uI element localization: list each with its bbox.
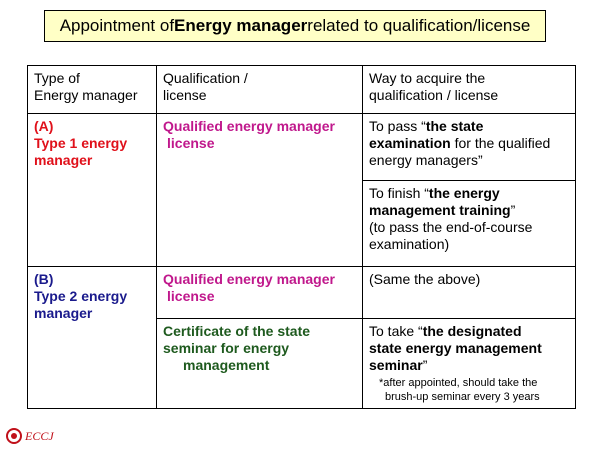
title-bold: Energy manager xyxy=(174,16,308,35)
type1-qualification: Qualified energy manager license xyxy=(157,114,363,267)
type2-qualification-certificate: Certificate of the state seminar for energy management xyxy=(157,319,363,409)
type2-way-same: (Same the above) xyxy=(363,267,576,319)
header-type: Type of Energy manager xyxy=(28,66,157,114)
eccj-emblem-icon xyxy=(6,428,22,444)
type1-cell: (A) Type 1 energy manager xyxy=(28,114,157,267)
appointment-table xyxy=(27,65,576,409)
type1-way-exam: To pass “the state examination for the qualified energy managers” xyxy=(363,114,576,181)
type1-label: (A) xyxy=(34,118,54,134)
header-way: Way to acquire the qualification / license xyxy=(363,66,576,114)
eccj-logo xyxy=(6,428,54,444)
title-prefix: Appointment of xyxy=(59,16,175,35)
type1-way-training: To finish “the energy management training” (to pass the end-of-course examination) xyxy=(363,181,576,267)
type2-row1 xyxy=(28,267,576,319)
type2-qualification-license: Qualified energy manager license xyxy=(157,267,363,319)
type2-way-seminar: To take “the designated state energy management seminar” *after appointed, should take the brush-up seminar every 3 years xyxy=(363,319,576,409)
brush-up-note: *after appointed, should take the brush-up seminar every 3 years xyxy=(379,377,540,403)
type2-cell: (B) Type 2 energy manager xyxy=(28,267,157,409)
logo-text: ECCJ xyxy=(25,428,54,443)
type2-label: (B) xyxy=(34,271,54,287)
header-row xyxy=(28,66,576,114)
page-title xyxy=(44,10,546,42)
type1-row1 xyxy=(28,114,576,181)
header-qualification: Qualification / license xyxy=(157,66,363,114)
title-suffix: related to qualification/license xyxy=(307,16,531,35)
